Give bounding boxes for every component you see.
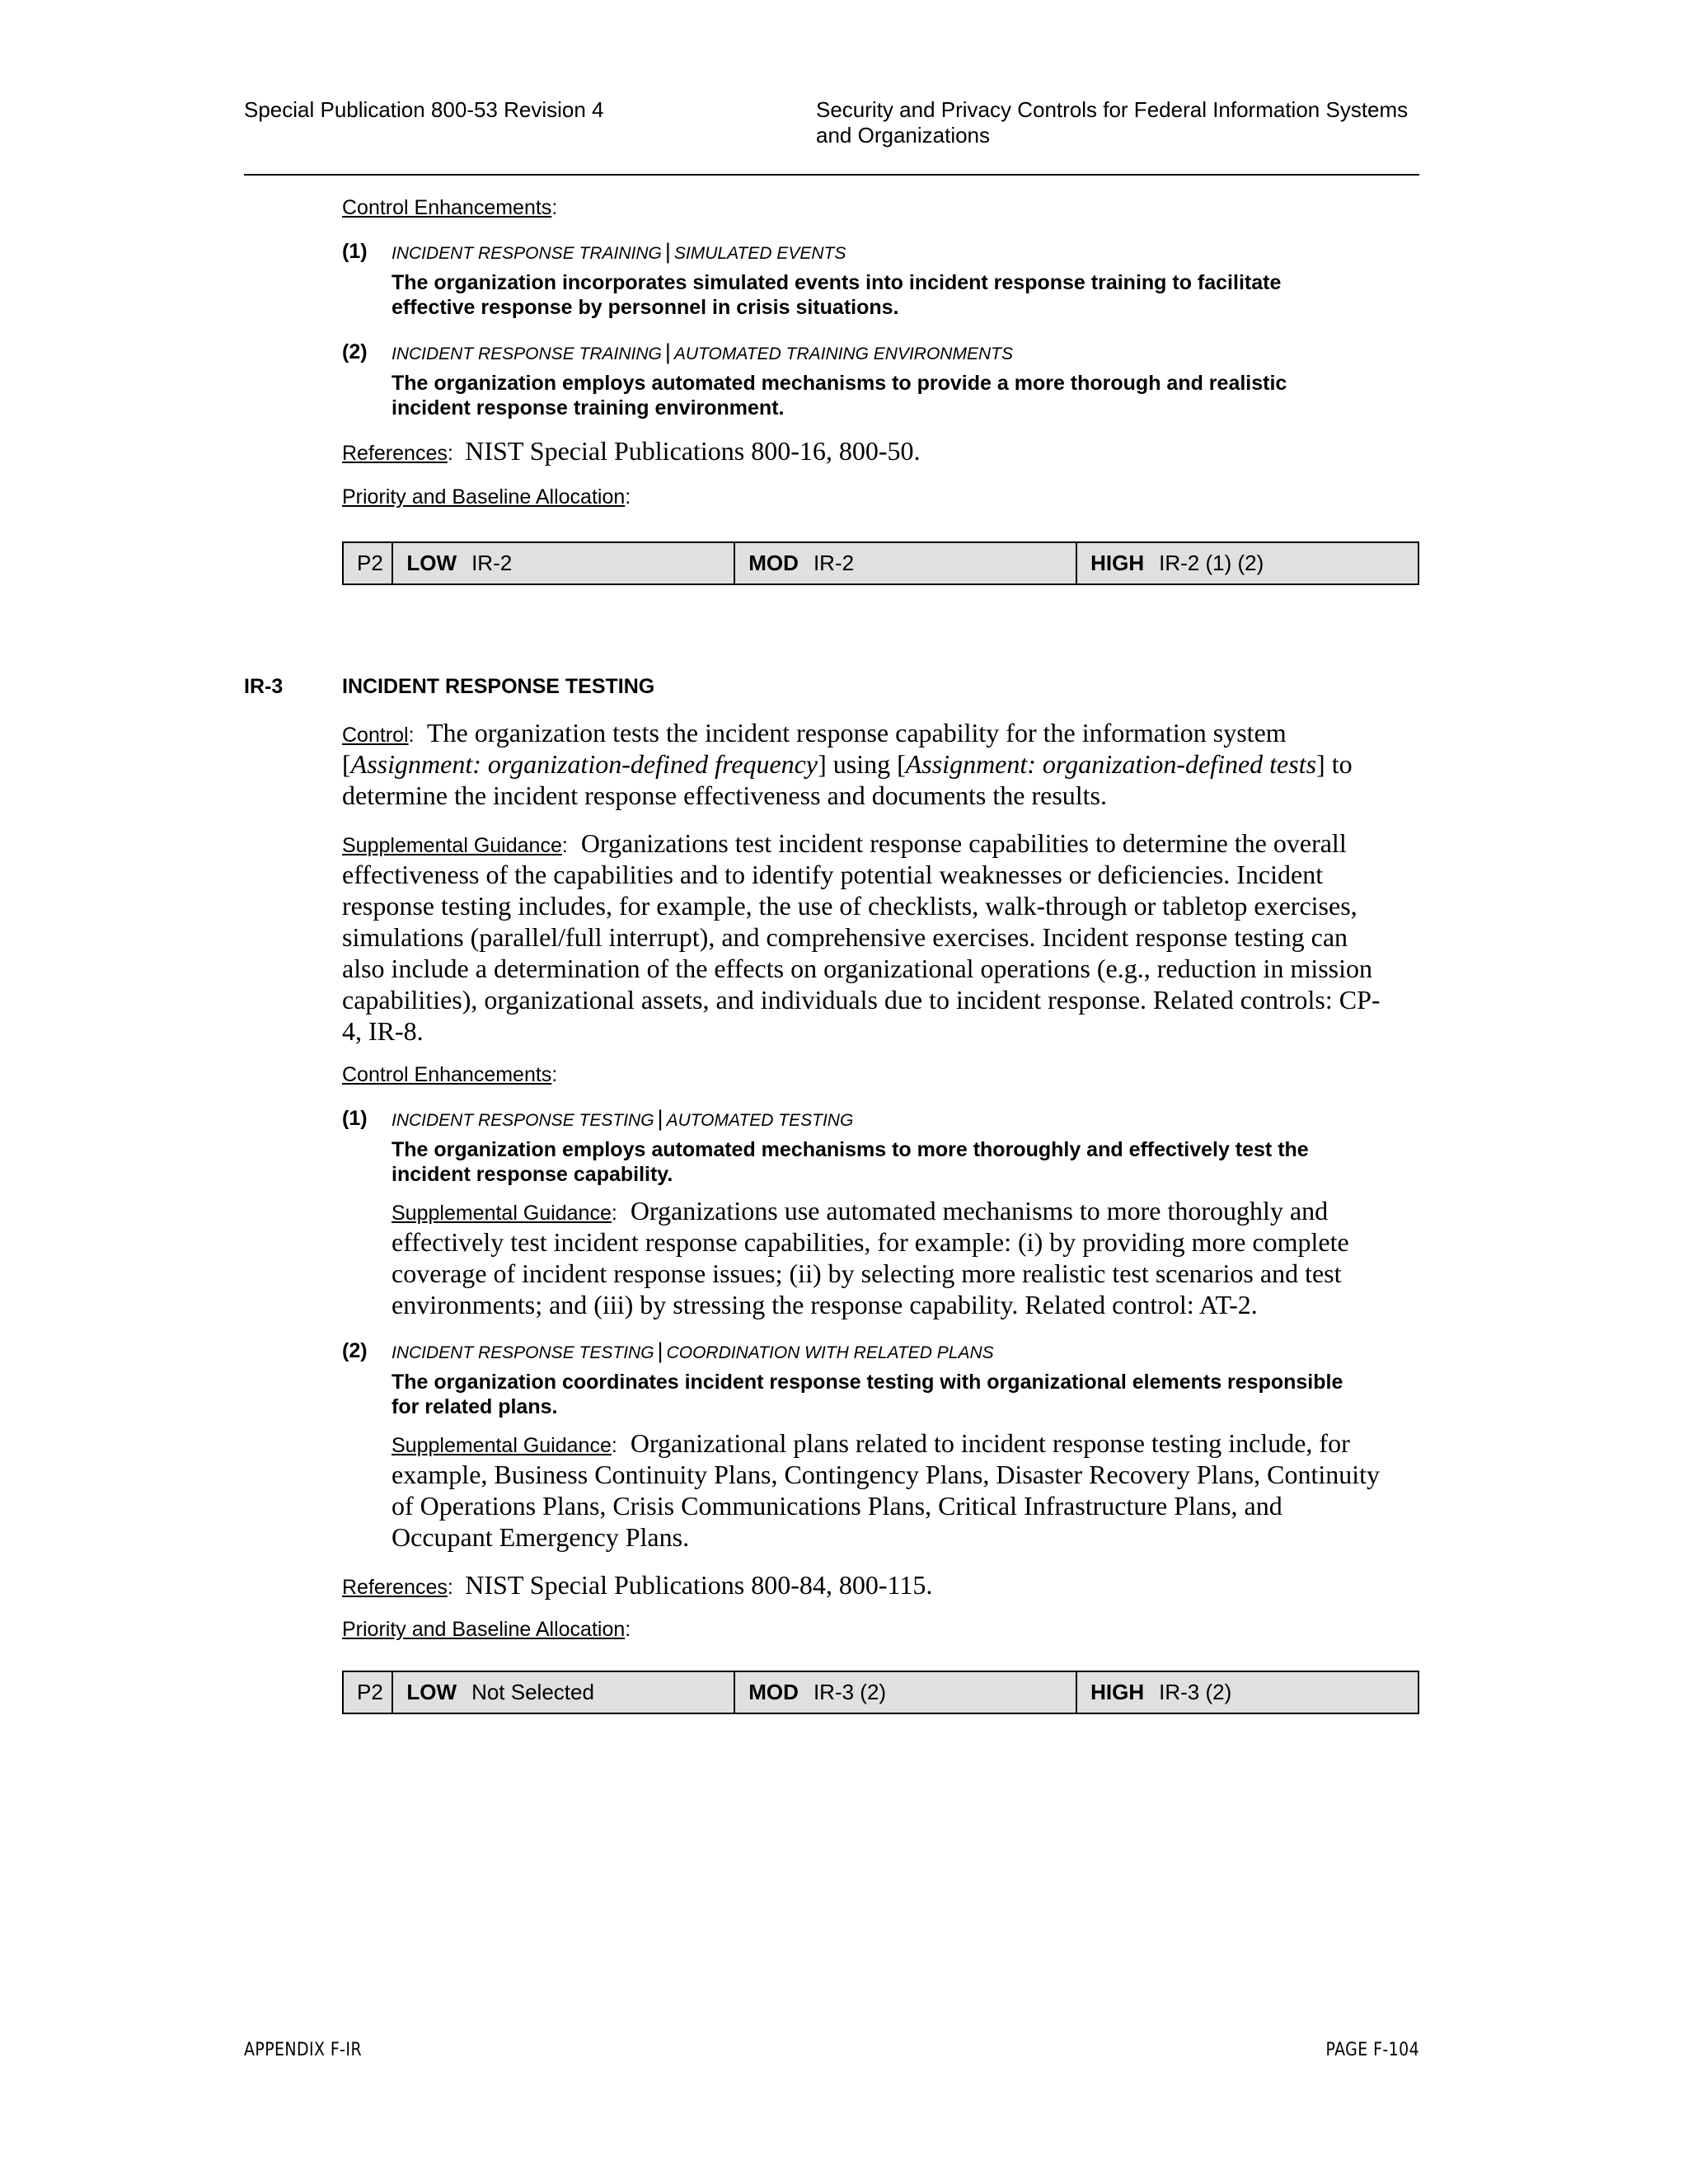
references: References: NIST Special Publications 800-84, 800-115. [342, 1570, 933, 1600]
control-id: IR-3 [244, 675, 284, 698]
mod-baseline-cell: MOD IR-3 (2) [734, 1671, 1076, 1713]
enhancement-title: INCIDENT RESPONSE TRAINING | SIMULATED EVENTS [392, 239, 846, 264]
enhancement-number: (2) [342, 340, 368, 363]
enhancement-title: INCIDENT RESPONSE TESTING | AUTOMATED TESTING [392, 1106, 854, 1131]
footer-left: APPENDIX F-IR [244, 2040, 363, 2060]
baseline-allocation-table [342, 1671, 1419, 1714]
running-header-left: Special Publication 800-53 Revision 4 [244, 97, 604, 122]
enhancements-heading: Control Enhancements: [342, 1063, 558, 1086]
priority-cell: P2 [343, 1671, 392, 1713]
footer-page-number: PAGE F-104 [1325, 2040, 1419, 2060]
running-header-right-line2: and Organizations [816, 123, 991, 148]
enhancement-title: INCIDENT RESPONSE TESTING | COORDINATION WITH RELATED PLANS [392, 1338, 994, 1363]
enhancement-body: The organization employs automated mechanisms to more thoroughly and effectively test the incident response capability. [392, 1138, 1309, 1186]
enhancement-body: The organization incorporates simulated events into incident response training to facilitate effective response by personnel in crisis situations. [392, 271, 1282, 319]
enhancement-body: The organization employs automated mechanisms to provide a more thorough and realistic incident response training environment. [392, 372, 1287, 419]
control-statement: Control: The organization tests the incident response capability for the information system [Assignment: organization-defined frequency] using [Assignment: organization-defined tests] to determine the incident response effectiveness and documents the results. [342, 718, 1353, 810]
enhancement-supplemental-guidance: Supplemental Guidance: Organizations use automated mechanisms to more thoroughly and effectively test incident response capabilities, for example: (i) by providing more complete coverage of incident response issues; (ii) by selecting more realistic test scenarios and test environments; and (iii) by stressing the response capability. Related control: AT-2. [392, 1196, 1349, 1319]
supplemental-guidance: Supplemental Guidance: Organizations test incident response capabilities to determine the overall effectiveness of the capabilities and to identify potential weaknesses or deficiencies. Incident response testing includes, for example, the use of checklists, walk-through or tabletop exercises, simulations (parallel/full interrupt), and comprehensive exercises. Incident response testing can also include a determination of the effects on organizational operations (e.g., reduction in mission capabilities), organizational assets, and individuals due to incident response. Related controls: CP- 4, IR-8. [342, 828, 1381, 1046]
high-baseline-cell: HIGH IR-3 (2) [1076, 1671, 1418, 1713]
control-title: INCIDENT RESPONSE TESTING [342, 675, 655, 698]
enhancement-body: The organization coordinates incident response testing with organizational elements responsible for related plans. [392, 1371, 1343, 1418]
priority-baseline-heading: Priority and Baseline Allocation: [342, 485, 631, 509]
enhancement-number: (1) [342, 1107, 368, 1130]
references: References: NIST Special Publications 800-16, 800-50. [342, 436, 921, 466]
low-baseline-cell: LOW IR-2 [392, 542, 734, 584]
priority-cell: P2 [343, 542, 392, 584]
high-baseline-cell: HIGH IR-2 (1) (2) [1076, 542, 1418, 584]
header-divider [244, 174, 1419, 176]
enhancement-title: INCIDENT RESPONSE TRAINING | AUTOMATED TRAINING ENVIRONMENTS [392, 340, 1013, 364]
enhancements-heading: Control Enhancements: [342, 196, 558, 219]
low-baseline-cell: LOW Not Selected [392, 1671, 734, 1713]
baseline-allocation-table [342, 541, 1419, 585]
enhancement-supplemental-guidance: Supplemental Guidance: Organizational plans related to incident response testing include, for example, Business Continuity Plans, Contingency Plans, Disaster Recovery Plans, Continuity of Operations Plans, Crisis Communications Plans, Critical Infrastructure Plans, and Occupant Emergency Plans. [392, 1428, 1381, 1552]
running-header-right [816, 97, 1408, 148]
enhancement-number: (1) [342, 240, 368, 263]
enhancement-number: (2) [342, 1339, 368, 1362]
mod-baseline-cell: MOD IR-2 [734, 542, 1076, 584]
running-header-right-line1: Security and Privacy Controls for Federal Information Systems [816, 97, 1409, 122]
priority-baseline-heading: Priority and Baseline Allocation: [342, 1618, 631, 1641]
